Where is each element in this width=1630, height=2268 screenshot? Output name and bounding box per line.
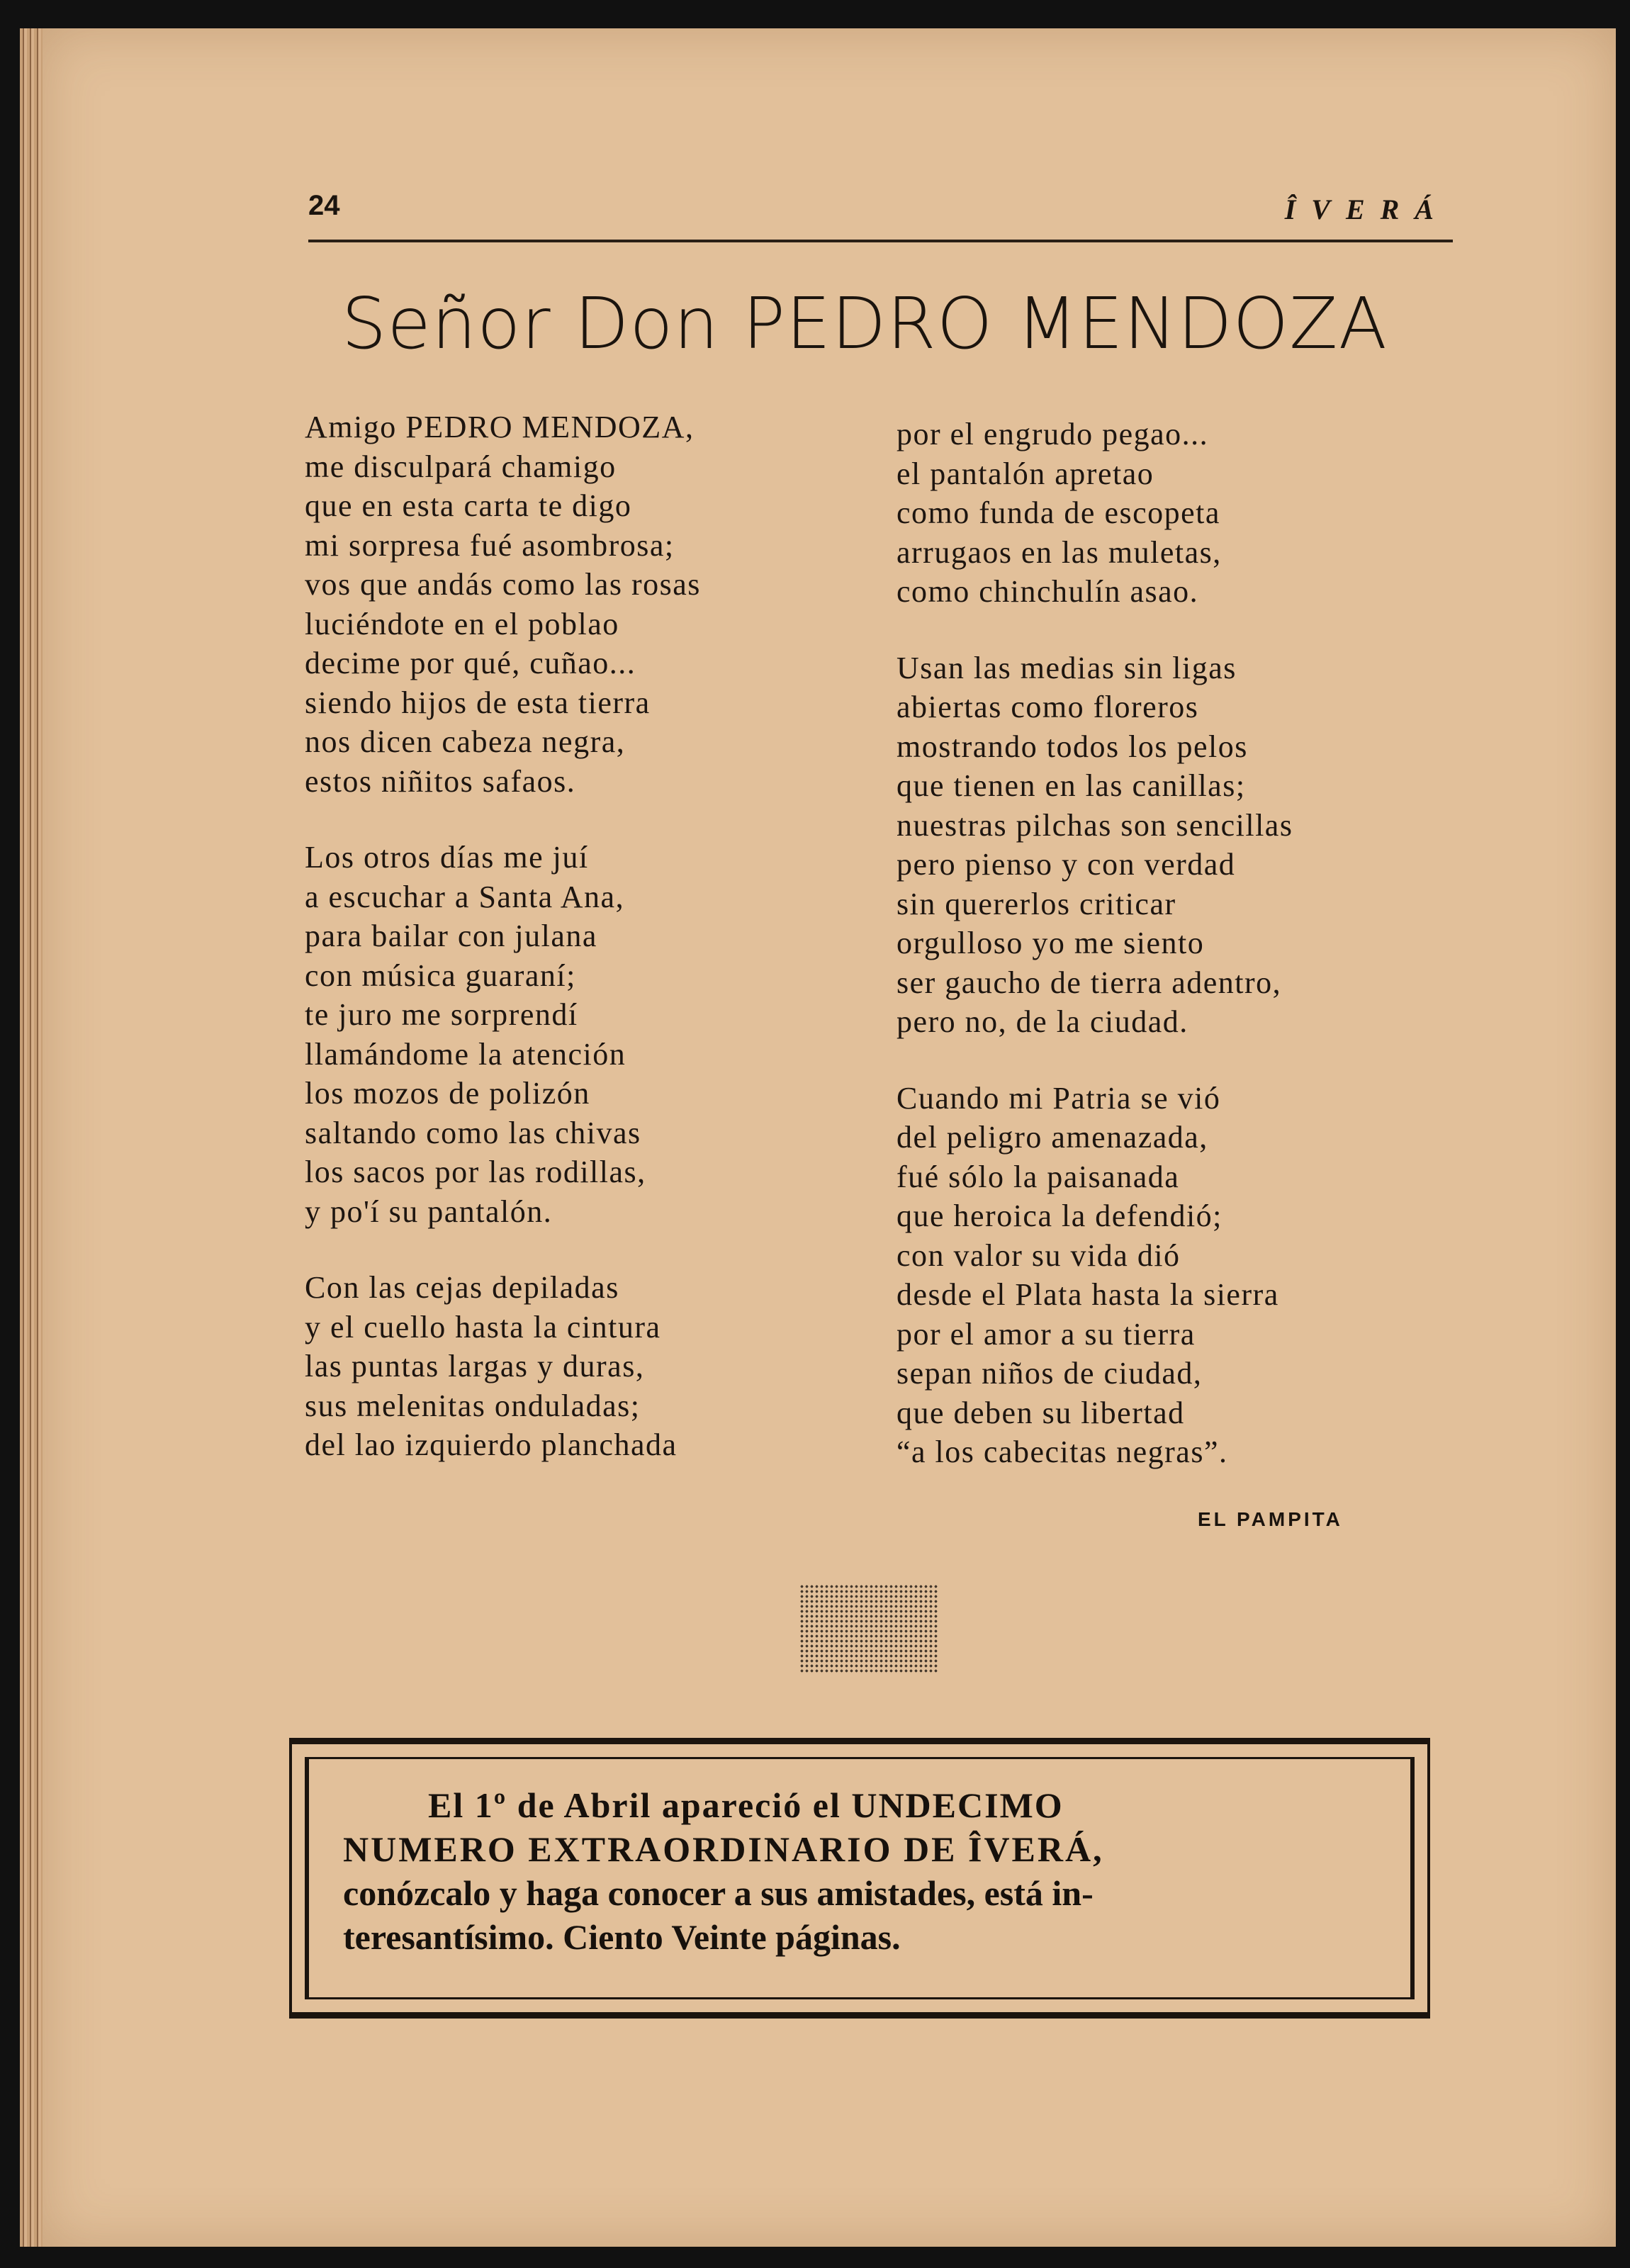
poem-line: decime por qué, cuñao... xyxy=(305,646,636,680)
poem-line: desde el Plata hasta la sierra xyxy=(896,1277,1279,1312)
stanza-5 xyxy=(896,649,1293,1042)
poem-line: te juro me sorprendí xyxy=(305,997,578,1032)
notice-line: El 1º de Abril apareció el UNDECIMO xyxy=(428,1785,1064,1825)
poem-line: mi sorpresa fué asombrosa; xyxy=(305,527,675,563)
page-number: 24 xyxy=(308,190,340,221)
page-header xyxy=(308,183,1456,232)
poem-line: sepan niños de ciudad, xyxy=(896,1356,1203,1391)
poem-right-column xyxy=(896,415,1293,1509)
poem-line: pero no, de la ciudad. xyxy=(896,1004,1188,1039)
poem-line: los mozos de polizón xyxy=(305,1076,590,1111)
notice-line: teresantísimo. Ciento Veinte páginas. xyxy=(343,1917,901,1957)
poem-line: abiertas como floreros xyxy=(896,690,1199,724)
stanza-3 xyxy=(305,1268,701,1465)
poem-line: pero pienso y con verdad xyxy=(896,847,1236,882)
poem-line: me disculpará chamigo xyxy=(305,449,617,484)
poem-line: como funda de escopeta xyxy=(896,495,1220,530)
poem-left-column xyxy=(305,408,701,1502)
poem-line: como chinchulín asao. xyxy=(896,574,1199,609)
poem-line: nuestras pilchas son sencillas xyxy=(896,807,1293,843)
poem-line: y el cuello hasta la cintura xyxy=(305,1309,661,1344)
poem-line: Los otros días me juí xyxy=(305,840,589,875)
poem-line: del lao izquierdo planchada xyxy=(305,1427,678,1462)
article-title: Señor Don PEDRO MENDOZA xyxy=(341,282,1388,365)
poem-line: estos niñitos safaos. xyxy=(305,763,576,799)
poem-line: llamándome la atención xyxy=(305,1036,626,1072)
stanza-4 xyxy=(896,415,1293,612)
author-signature: EL PAMPITA xyxy=(1198,1508,1343,1530)
poem-line: mostrando todos los pelos xyxy=(896,729,1248,764)
poem-line: por el amor a su tierra xyxy=(896,1316,1196,1352)
poem-line: sus melenitas onduladas; xyxy=(305,1388,641,1423)
poem-line: Usan las medias sin ligas xyxy=(896,650,1237,685)
poem-line: sin quererlos criticar xyxy=(896,886,1176,921)
poem-line: y po'í su pantalón. xyxy=(305,1194,553,1229)
notice-line: conózcalo y haga conocer a sus amistades, está in- xyxy=(343,1873,1094,1913)
poem-line: con música guaraní; xyxy=(305,958,576,993)
poem-line: vos que andás como las rosas xyxy=(305,567,701,602)
stanza-6 xyxy=(896,1079,1293,1472)
poem-line: “a los cabecitas negras”. xyxy=(896,1435,1228,1469)
header-rule xyxy=(308,240,1453,242)
poem-line: luciéndote en el poblao xyxy=(305,606,619,641)
poem-line: fué sólo la paisanada xyxy=(896,1159,1180,1194)
poem-line: que deben su libertad xyxy=(896,1395,1185,1430)
poem-line: a escuchar a Santa Ana, xyxy=(305,879,625,914)
poem-line: con valor su vida dió xyxy=(896,1237,1181,1273)
poem-line: saltando como las chivas xyxy=(305,1115,641,1150)
poem-line: que en esta carta te digo xyxy=(305,488,632,523)
poem-line: Cuando mi Patria se vió xyxy=(896,1080,1221,1116)
poem-line: ser gaucho de tierra adentro, xyxy=(896,965,1282,1000)
poem-line: que tienen en las canillas; xyxy=(896,768,1246,803)
poem-line: orgulloso yo me siento xyxy=(896,926,1205,960)
stanza-1 xyxy=(305,408,701,801)
poem-line: Con las cejas depiladas xyxy=(305,1270,619,1305)
notice-text xyxy=(343,1783,1371,1959)
stanza-2 xyxy=(305,838,701,1231)
poem-line: siendo hijos de esta tierra xyxy=(305,685,651,720)
poem-line: del peligro amenazada, xyxy=(896,1120,1208,1155)
running-title: ÎVERÁ xyxy=(1284,193,1449,225)
poem-line: para bailar con julana xyxy=(305,919,597,953)
halftone-ornament xyxy=(799,1584,938,1673)
poem-line: arrugaos en las muletas, xyxy=(896,534,1222,570)
poem-line: los sacos por las rodillas, xyxy=(305,1155,646,1189)
poem-line: por el engrudo pegao... xyxy=(896,417,1209,451)
poem-line: nos dicen cabeza negra, xyxy=(305,724,626,759)
poem-line: el pantalón apretao xyxy=(896,456,1154,491)
notice-line: NUMERO EXTRAORDINARIO DE ÎVERÁ, xyxy=(343,1829,1104,1869)
notice-box xyxy=(289,1738,1430,2019)
poem-line: Amigo PEDRO MENDOZA, xyxy=(305,410,695,444)
poem-line: las puntas largas y duras, xyxy=(305,1349,645,1383)
poem-line: que heroica la defendió; xyxy=(896,1198,1222,1233)
